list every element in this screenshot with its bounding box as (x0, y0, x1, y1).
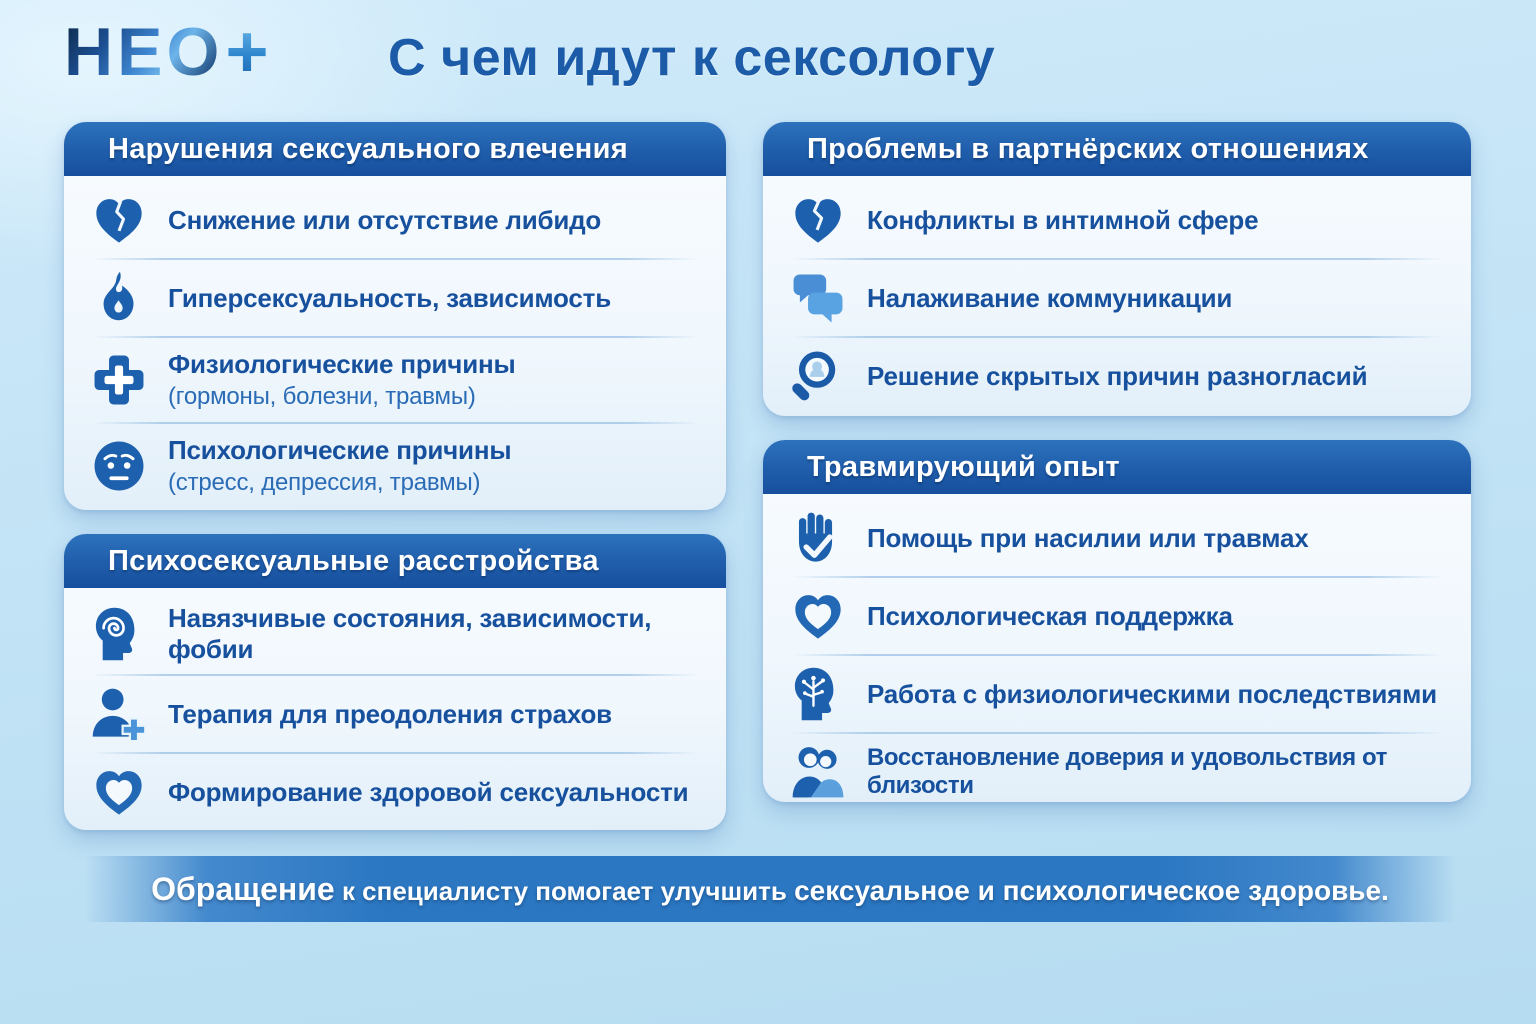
footer-banner (84, 856, 1456, 922)
head-spiral-icon (90, 605, 148, 663)
item-label: Психологическая поддержка (867, 600, 1233, 631)
item-label: Решение скрытых причин разногласий (867, 360, 1368, 391)
hugging-couple-icon (789, 743, 847, 801)
item-sublabel: (гормоны, болезни, травмы) (168, 383, 476, 410)
list-item (90, 676, 700, 752)
list-item (90, 182, 700, 258)
card-partner-problems (763, 122, 1471, 416)
item-label: Терапия для преодоления страхов (168, 698, 612, 729)
flame-icon (90, 269, 148, 327)
list-item (90, 424, 700, 508)
chat-bubbles-icon (789, 269, 847, 327)
stop-hand-check-icon (789, 509, 847, 567)
head-tree-icon (789, 665, 847, 723)
item-label: Помощь при насилии или травмах (867, 522, 1309, 553)
list-item (789, 182, 1445, 258)
banner-emphasis-1: Обращение (151, 870, 335, 907)
item-label: Физиологические причины (168, 349, 516, 379)
list-item (90, 594, 700, 674)
item-label: Восстановление доверия и удовольствия от близости (867, 744, 1388, 799)
worried-face-icon (90, 437, 148, 495)
card-sexual-desire-disorders (64, 122, 726, 510)
heart-in-heart-icon (90, 763, 148, 821)
card-header: Психосексуальные расстройства (64, 534, 726, 588)
item-label: Психологические причины (168, 435, 512, 465)
card-header: Проблемы в партнёрских отношениях (763, 122, 1471, 176)
item-label: Гиперсексуальность, зависимость (168, 282, 611, 313)
card-header: Травмирующий опыт (763, 440, 1471, 494)
logo-plus-icon: + (225, 10, 269, 93)
item-label: Снижение или отсутствие либидо (168, 204, 602, 235)
list-item (789, 578, 1445, 654)
medical-cross-icon (90, 351, 148, 409)
card-psychosexual-disorders (64, 534, 726, 830)
item-label: Конфликты в интимной сфере (867, 204, 1259, 235)
list-item (90, 260, 700, 336)
logo-text: НЕО (64, 14, 224, 90)
banner-emphasis-2: сексуальное и психологическое здоровье. (794, 874, 1389, 906)
logo (64, 10, 269, 93)
page-title: С чем идут к сексологу (388, 29, 996, 87)
magnifier-head-icon (789, 347, 847, 405)
list-item (789, 338, 1445, 414)
list-item (789, 500, 1445, 576)
card-traumatic-experience (763, 440, 1471, 802)
broken-heart-icon (90, 191, 148, 249)
list-item (90, 338, 700, 422)
list-item (789, 656, 1445, 732)
list-item (90, 754, 700, 830)
item-label: Формирование здоровой сексуальности (168, 776, 689, 807)
person-plus-icon (90, 685, 148, 743)
list-item (789, 260, 1445, 336)
item-label: Налаживание коммуникации (867, 282, 1233, 313)
item-label: Работа с физиологическими последствиями (867, 678, 1437, 709)
banner-middle: к специалисту помогает улучшить (334, 875, 795, 906)
card-header: Нарушения сексуального влечения (64, 122, 726, 176)
heart-in-heart-icon (789, 587, 847, 645)
broken-heart-icon (789, 191, 847, 249)
footer-banner-text (151, 871, 1389, 908)
item-sublabel: (стресс, депрессия, травмы) (168, 469, 481, 496)
item-label: Навязчивые состояния, зависимости, фобии (168, 603, 652, 664)
list-item (789, 734, 1445, 810)
